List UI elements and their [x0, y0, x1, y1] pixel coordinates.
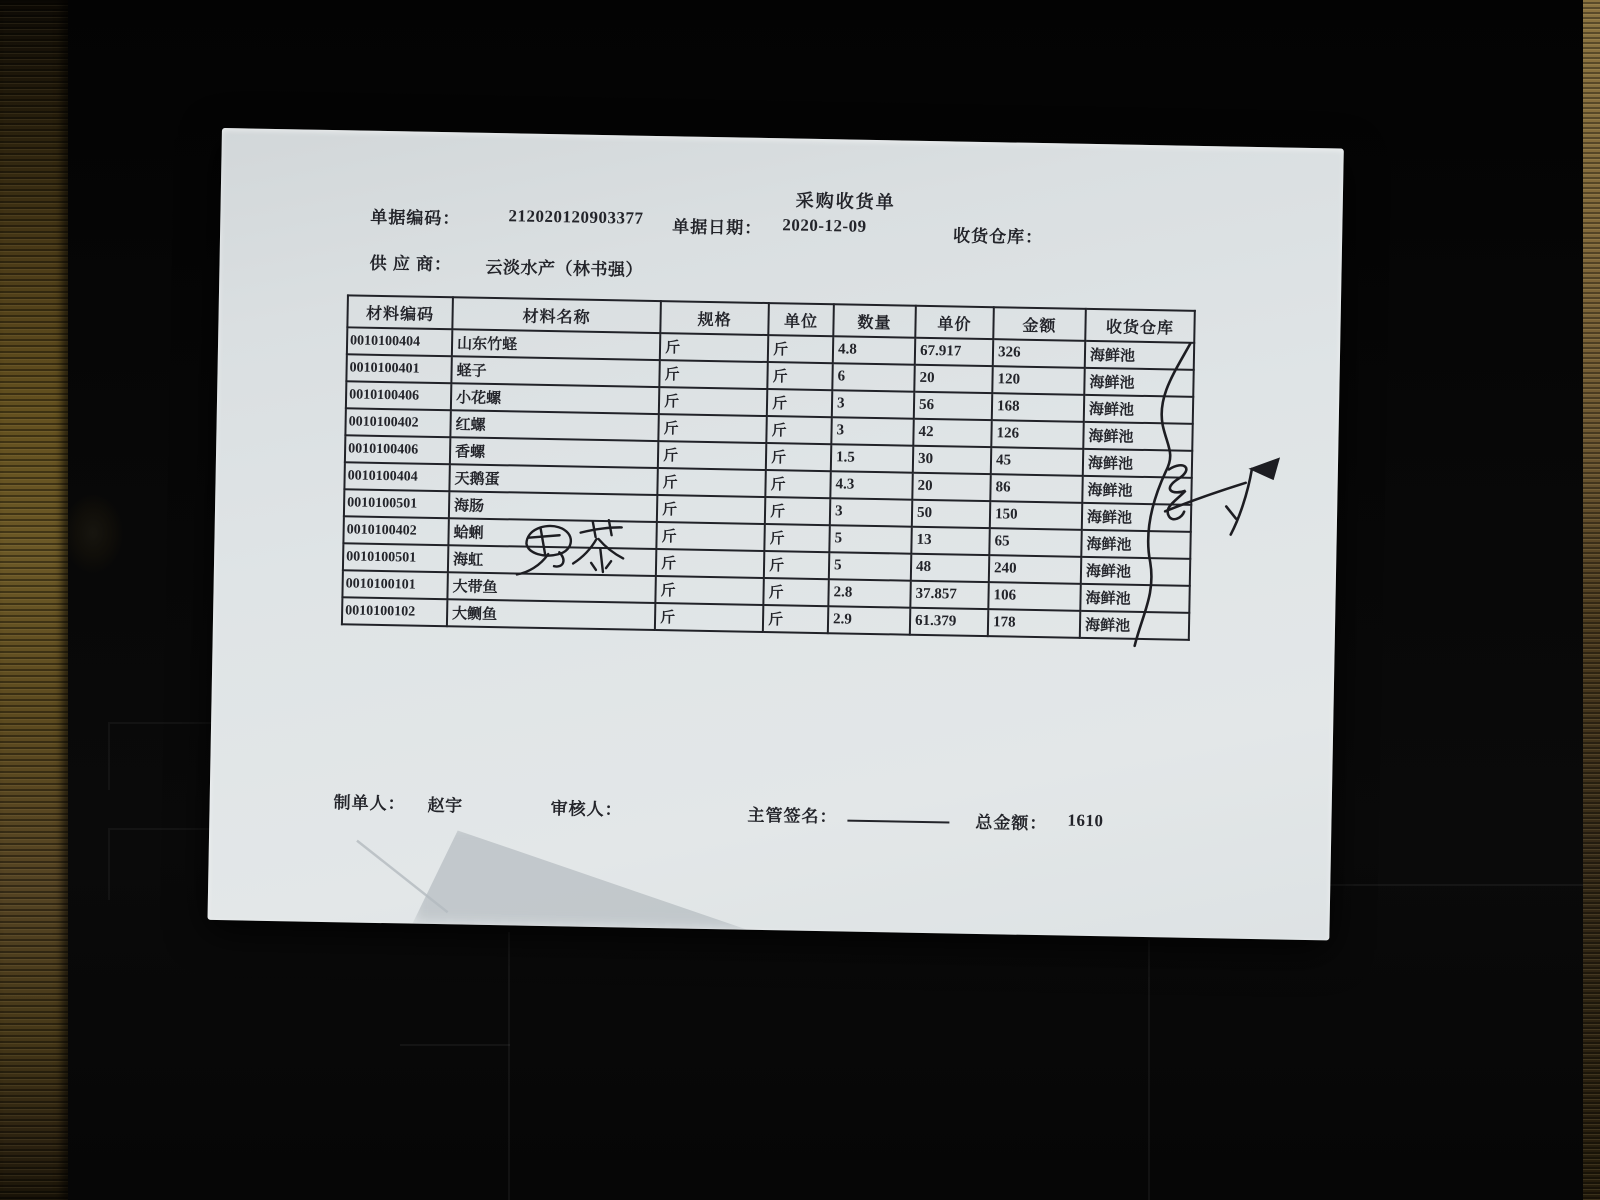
col-header-material-name: 材料名称 [452, 297, 661, 333]
cell-qty: 1.5 [831, 444, 913, 472]
cell-unit: 斤 [765, 470, 830, 498]
cell-material-code: 0010100406 [346, 381, 451, 410]
cell-unit-price: 61.379 [910, 608, 988, 636]
cell-unit-price: 50 [912, 500, 990, 528]
cell-material-name: 山东竹蛏 [452, 329, 660, 360]
cell-material-name: 大带鱼 [447, 572, 655, 603]
cell-qty: 2.8 [828, 579, 910, 607]
cell-qty: 5 [829, 552, 911, 580]
signature-underline [847, 804, 949, 824]
cell-spec: 斤 [659, 360, 767, 389]
col-header-amount: 金额 [993, 307, 1086, 341]
cell-amount: 65 [989, 528, 1081, 557]
cell-unit-price: 56 [914, 392, 992, 420]
cell-spec: 斤 [657, 495, 765, 524]
cell-material-code: 0010100501 [344, 489, 449, 518]
paper-fold-shadow [412, 824, 749, 930]
total-label: 总金额： [975, 812, 1048, 834]
cell-material-code: 0010100406 [345, 435, 450, 464]
cell-spec: 斤 [655, 603, 763, 632]
cell-material-code: 0010100102 [342, 597, 447, 626]
cell-warehouse: 海鲜池 [1084, 368, 1193, 397]
cell-qty: 4.3 [830, 471, 912, 499]
cell-warehouse: 海鲜池 [1085, 341, 1194, 370]
cell-material-name: 红螺 [450, 410, 658, 441]
wood-floor-right-strip [1583, 0, 1600, 1200]
cell-material-name: 大鲗鱼 [447, 599, 655, 630]
cell-material-name: 蛤蜊 [448, 518, 656, 549]
cell-qty: 6 [832, 363, 914, 391]
cell-material-code: 0010100404 [344, 462, 449, 491]
col-header-unit-price: 单价 [915, 306, 994, 339]
cell-warehouse: 海鲜池 [1082, 503, 1191, 532]
supplier-value: 云淡水产（林书强） [485, 257, 644, 280]
reviewer-label: 审核人： [550, 799, 623, 820]
receipt-paper [207, 128, 1343, 940]
signature-label: 主管签名： [747, 805, 838, 827]
cell-unit: 斤 [765, 497, 830, 525]
cell-spec: 斤 [660, 333, 768, 362]
items-table-body [342, 327, 1194, 639]
form-title: 采购收货单 [795, 190, 896, 213]
surface-seam [508, 932, 510, 1200]
cell-warehouse: 海鲜池 [1081, 557, 1190, 586]
col-header-unit: 单位 [768, 303, 834, 336]
items-table [341, 294, 1196, 641]
cell-unit-price: 42 [913, 419, 991, 447]
cell-unit: 斤 [767, 362, 832, 390]
cell-warehouse: 海鲜池 [1083, 422, 1192, 451]
cell-material-code: 0010100101 [342, 570, 447, 599]
cell-amount: 178 [988, 609, 1080, 638]
cell-unit: 斤 [764, 524, 829, 552]
cell-material-name: 蛏子 [451, 356, 659, 387]
cell-qty: 4.8 [833, 336, 915, 364]
cell-amount: 126 [991, 420, 1083, 449]
cell-material-code: 0010100404 [347, 327, 452, 356]
date-value: 2020-12-09 [782, 215, 867, 236]
date-label: 单据日期： [672, 217, 763, 238]
col-header-spec: 规格 [660, 301, 769, 335]
cell-warehouse: 海鲜池 [1080, 584, 1189, 613]
cell-spec: 斤 [658, 414, 766, 443]
cell-material-name: 海虹 [448, 545, 656, 576]
cell-unit: 斤 [764, 551, 829, 579]
cell-amount: 106 [988, 582, 1080, 611]
cell-material-code: 0010100402 [343, 516, 448, 545]
cell-material-name: 小花螺 [451, 383, 659, 414]
cell-unit-price: 67.917 [915, 338, 993, 366]
cell-warehouse: 海鲜池 [1084, 395, 1193, 424]
cell-warehouse: 海鲜池 [1082, 476, 1191, 505]
preparer-label: 制单人： [333, 793, 406, 814]
recv-warehouse-label: 收货仓库： [952, 226, 1044, 248]
cell-unit-price: 20 [914, 365, 992, 393]
col-header-material-code: 材料编码 [347, 295, 453, 329]
cell-unit-price: 30 [913, 446, 991, 474]
cell-material-name: 海肠 [449, 491, 657, 522]
cell-material-name: 天鹅蛋 [449, 464, 657, 495]
doc-no-label: 单据编码： [370, 207, 461, 229]
cell-unit-price: 48 [911, 554, 989, 582]
cell-amount: 168 [992, 393, 1084, 422]
surface-seam [1320, 884, 1592, 886]
surface-seam [1148, 940, 1150, 1200]
cell-qty: 3 [831, 417, 913, 445]
surface-seam [400, 1044, 510, 1046]
cell-qty: 3 [832, 390, 914, 418]
cell-unit: 斤 [767, 389, 832, 417]
cell-material-code: 0010100501 [343, 543, 448, 572]
cell-unit: 斤 [766, 416, 831, 444]
cell-unit: 斤 [763, 578, 828, 606]
preparer-value: 赵宇 [427, 795, 463, 816]
cell-qty: 5 [829, 525, 911, 553]
cell-amount: 326 [993, 339, 1085, 368]
cell-unit-price: 13 [911, 527, 989, 555]
cell-material-code: 0010100402 [345, 408, 450, 437]
cell-spec: 斤 [656, 549, 764, 578]
col-header-qty: 数量 [833, 304, 916, 337]
wood-floor-left-strip [0, 0, 68, 1200]
surface-knob [62, 492, 124, 574]
supplier-label: 供 应 商： [369, 253, 453, 275]
cell-qty: 3 [830, 498, 912, 526]
cell-unit-price: 37.857 [910, 581, 988, 609]
cell-unit: 斤 [763, 605, 828, 633]
col-header-warehouse: 收货仓库 [1085, 309, 1195, 343]
total-value: 1610 [1067, 810, 1104, 831]
cell-amount: 150 [990, 501, 1082, 530]
cell-spec: 斤 [657, 468, 765, 497]
cell-warehouse: 海鲜池 [1080, 611, 1189, 640]
cell-warehouse: 海鲜池 [1081, 530, 1190, 559]
cell-spec: 斤 [655, 576, 763, 605]
cell-unit-price: 20 [912, 473, 990, 501]
cell-qty: 2.9 [828, 606, 910, 634]
cell-unit: 斤 [766, 443, 831, 471]
cell-spec: 斤 [656, 522, 764, 551]
cell-material-name: 香螺 [450, 437, 658, 468]
cell-spec: 斤 [658, 441, 766, 470]
cell-warehouse: 海鲜池 [1083, 449, 1192, 478]
cell-unit: 斤 [768, 335, 833, 363]
cell-amount: 240 [989, 555, 1081, 584]
cell-material-code: 0010100401 [346, 354, 451, 383]
cell-amount: 120 [992, 366, 1084, 395]
doc-no-value: 212020120903377 [508, 206, 644, 228]
cell-spec: 斤 [659, 387, 767, 416]
cell-amount: 45 [991, 447, 1083, 476]
cell-amount: 86 [990, 474, 1082, 503]
